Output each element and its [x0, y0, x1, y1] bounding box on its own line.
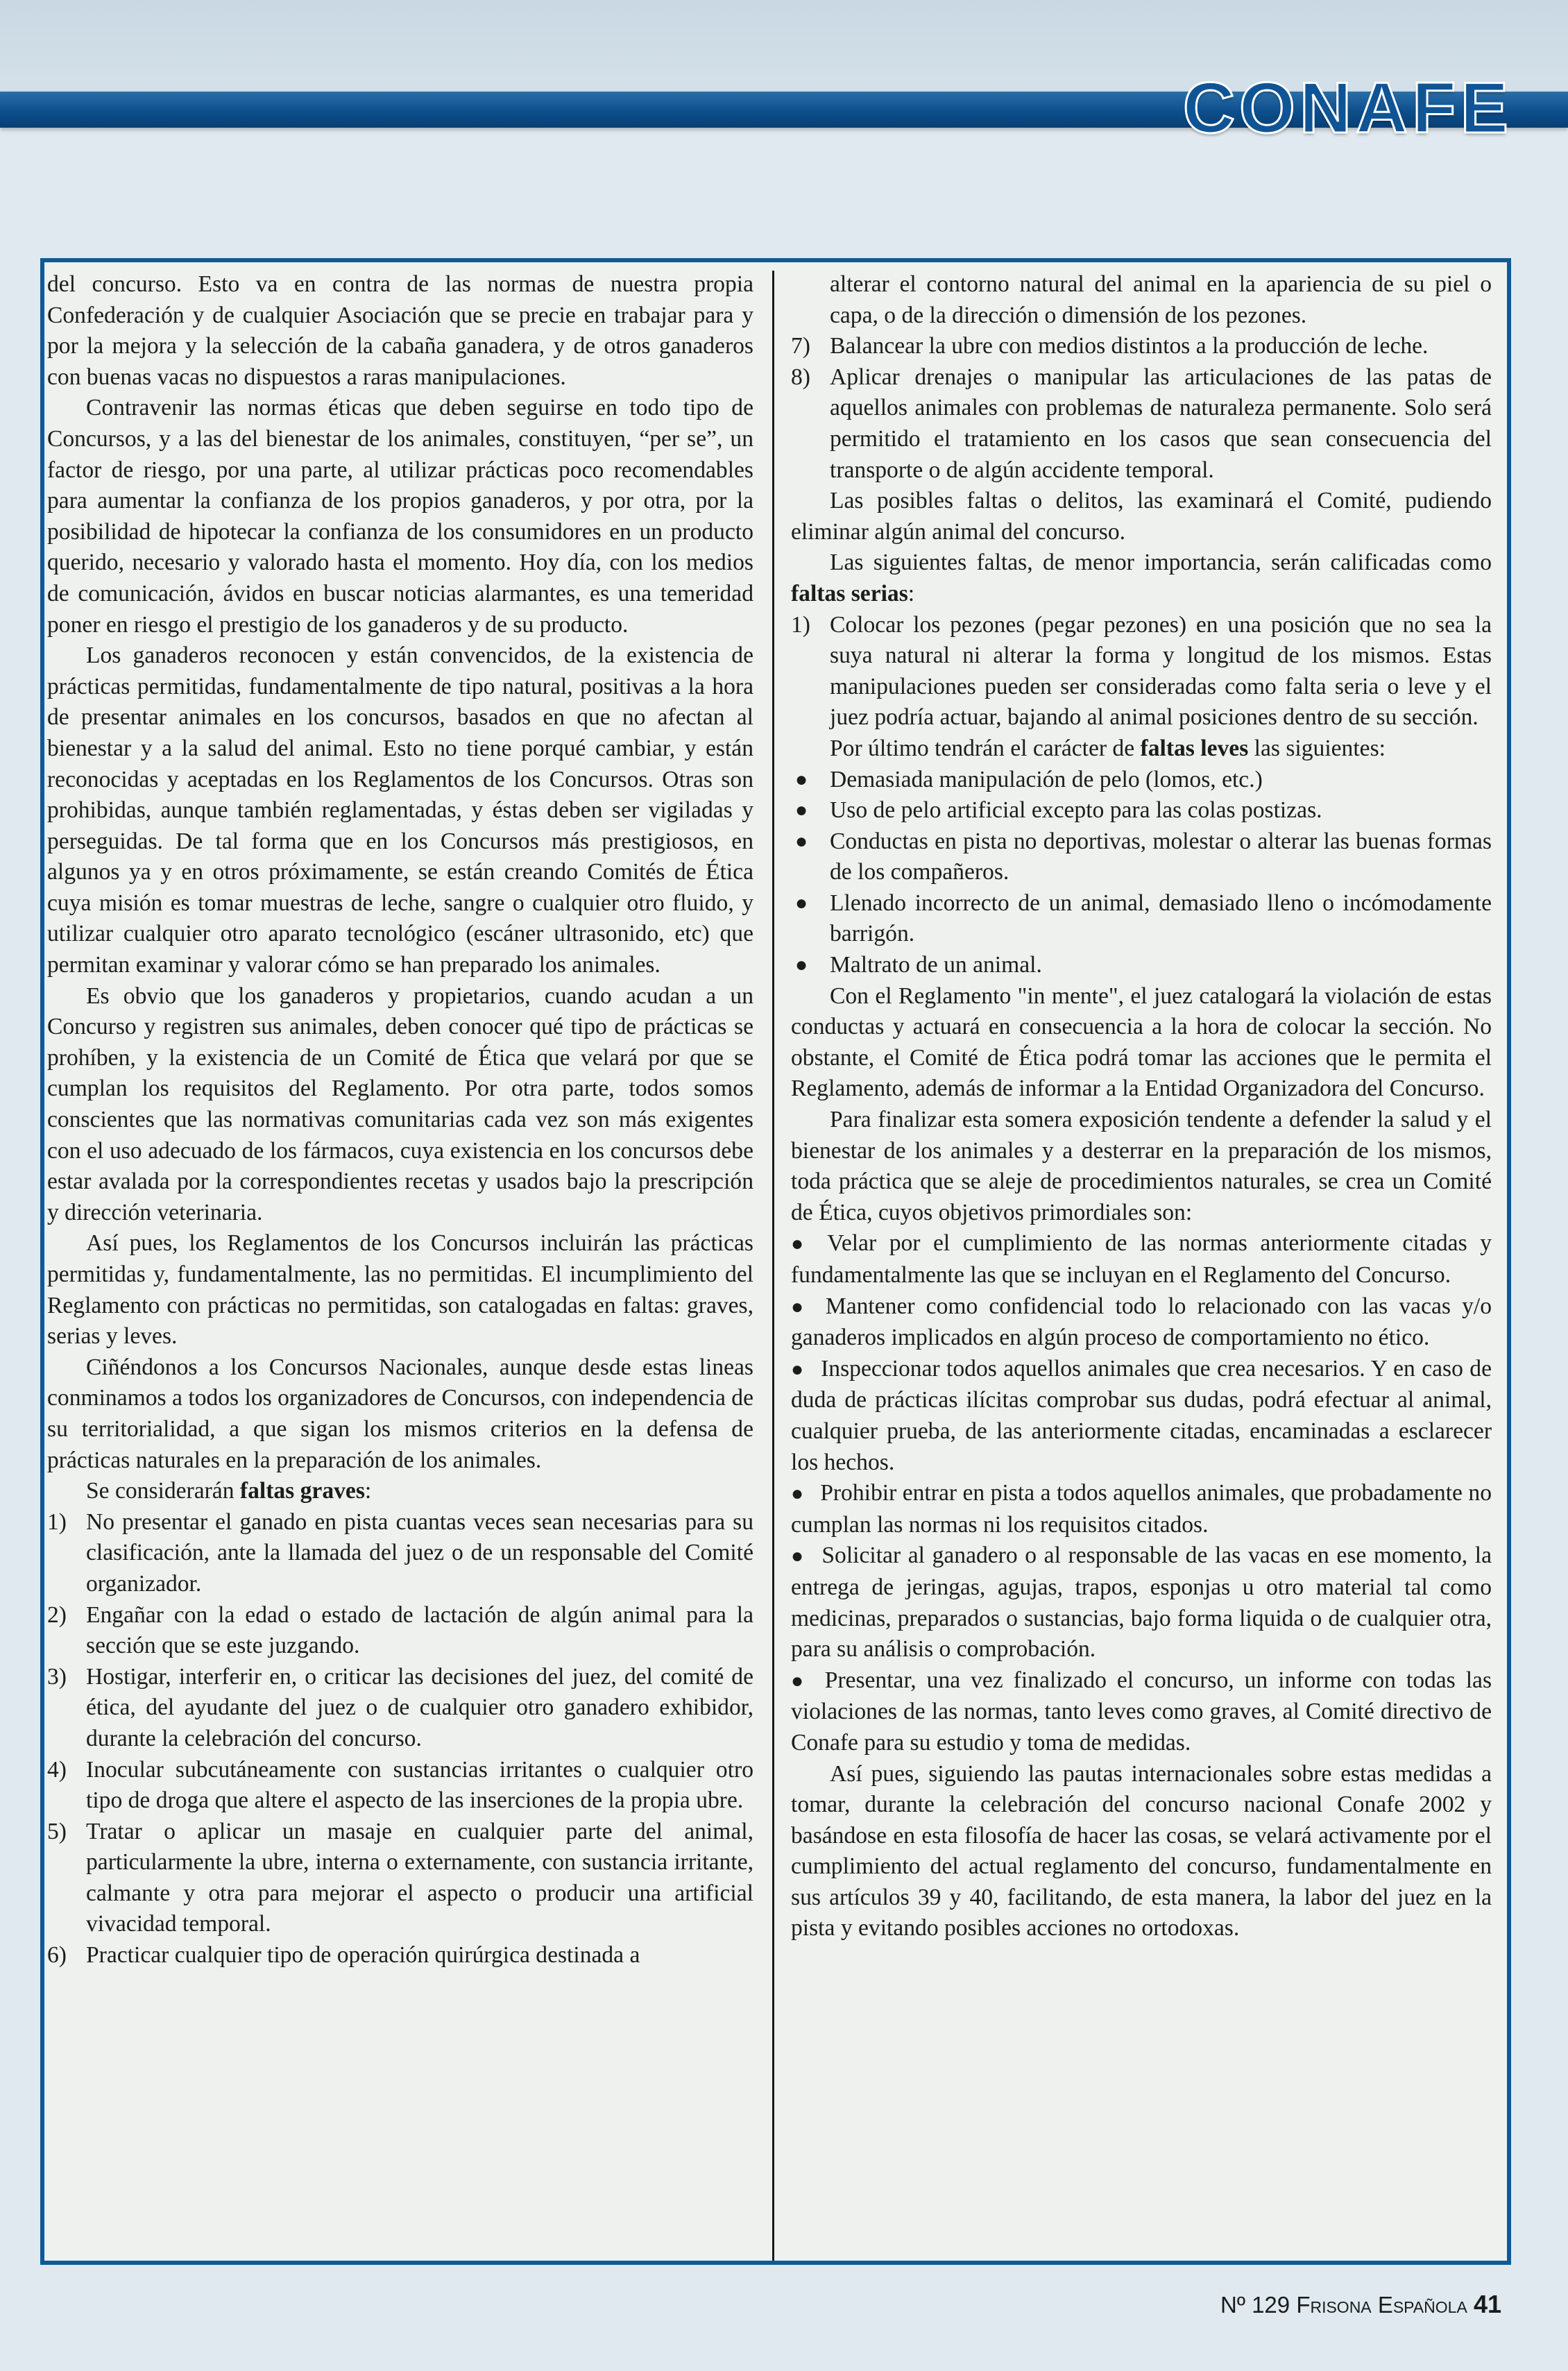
list-item: 1) Colocar los pezones (pegar pezones) en una posición que no sea la suya natural ni alterar la forma y longitud de los mismos. Estas manipulaciones pueden ser consideradas como falta seria o leve y el juez podría actuar, bajando al animal posiciones dentro de su sección.	[791, 611, 1492, 731]
bullet-icon: ●	[795, 767, 808, 791]
right-column	[791, 269, 1492, 1944]
bullet-icon: ●	[791, 1482, 804, 1506]
objective-item: ● Solicitar al ganadero o al responsable de las vacas en ese momento, la entrega de jeringas, agujas, trapos, esponjas u otro material tal como medicinas, preparados o sustancias, bajo forma liquida o de cualquier otra, para su análisis o comprobación.	[791, 1543, 1492, 1663]
list-item: 1) No presentar el ganado en pista cuantas veces sean necesarias para su clasificación, ante la llamada del juez o de un responsable del Comité organizador.	[47, 1509, 753, 1597]
bullet-icon: ●	[791, 1295, 809, 1318]
list-item: 7) Balancear la ubre con medios distintos a la producción de leche.	[791, 333, 1429, 359]
issue-number: Nº 129	[1220, 2292, 1290, 2318]
list-item-continuation: alterar el contorno natural del animal en la apariencia de su piel o capa, o de la dirección o dimensión de los pezones.	[830, 271, 1492, 328]
bullet-icon: ●	[795, 799, 808, 822]
bullet-icon: ●	[791, 1669, 808, 1692]
page-number: 41	[1473, 2290, 1501, 2318]
paragraph: Así pues, los Reglamentos de los Concursos incluirán las prácticas permitidas y, fundamentalmente, las no permitidas. El incumplimiento del Reglamento con prácticas no permitidas, son catalogadas en faltas: graves, serias y leves.	[47, 1230, 753, 1350]
faltas-graves-intro: Se considerarán faltas graves:	[86, 1478, 372, 1504]
paragraph: Es obvio que los ganaderos y propietarios, cuando acudan a un Concurso y registren sus animales, deben conocer qué tipo de prácticas se prohíben, y la existencia de un Comité de Ética que velará por que se cumplan los requisitos del Reglamento. Por otra parte, todos somos conscientes que las normativas comunitarias cada vez son más exigentes con el uso adecuado de los fármacos, cuya existencia en los concursos debe estar avalada por la correspondientes recetas y usados bajo la prescripción y dirección veterinaria.	[47, 983, 753, 1225]
objective-item: ● Velar por el cumplimiento de las normas anteriormente citadas y fundamentalmente las que se incluyan en el Reglamento del Concurso.	[791, 1230, 1492, 1288]
objective-item: ● Presentar, una vez finalizado el concurso, un informe con todas las violaciones de las normas, tanto leves como graves, al Comité directivo de Conafe para su estudio y toma de medidas.	[791, 1667, 1492, 1756]
paragraph: Las posibles faltas o delitos, las examinará el Comité, pudiendo eliminar algún animal del concurso.	[791, 488, 1492, 545]
faltas-leves-intro: Por último tendrán el carácter de faltas leves las siguientes:	[830, 735, 1386, 761]
list-item: 5) Tratar o aplicar un masaje en cualquier parte del animal, particularmente la ubre, interna o externamente, con sustancia irritante, calmante y otra para mejorar el aspecto o producir una artificial vivacidad temporal.	[47, 1818, 753, 1937]
faltas-graves-term: faltas graves	[239, 1478, 365, 1504]
list-item: 3) Hostigar, interferir en, o criticar las decisiones del juez, del comité de ética, del ayudante del juez o de cualquier otro ganadero exhibidor, durante la celebración del concurso.	[47, 1663, 753, 1751]
objective-item: ● Inspeccionar todos aquellos animales que crea necesarios. Y en caso de duda de prácticas ilícitas comprobar sus dudas, podrá efectuar al animal, cualquier prueba, de las anteriormente citadas, encaminadas a esclarecer los hechos.	[791, 1355, 1492, 1475]
faltas-leves-term: faltas leves	[1140, 735, 1249, 761]
faltas-serias-intro: Las siguientes faltas, de menor importancia, serán calificadas como faltas serias:	[791, 550, 1492, 606]
objective-item: ● Mantener como confidencial todo lo relacionado con las vacas y/o ganaderos implicados en algún proceso de comportamiento no ético.	[791, 1293, 1492, 1351]
column-divider	[772, 271, 774, 2261]
paragraph: Contravenir las normas éticas que deben seguirse en todo tipo de Concursos, y a las del bienestar de los animales, constituyen, “per se”, un factor de riesgo, por una parte, al utilizar prácticas poco recomendables para aumentar la confianza de los propios ganaderos, y por otra, por la posibilidad de hipotecar la confianza de los consumidores en un producto querido, necesario y valorado hasta el momento. Hoy día, con los medios de comunicación, ávidos en buscar noticias alarmantes, es una temeridad poner en riesgo el prestigio de los ganaderos y de su producto.	[47, 395, 753, 638]
bullet-item: ● Llenado incorrecto de un animal, demasiado lleno o incómodamente barrigón.	[791, 888, 1492, 950]
bullet-icon: ●	[795, 953, 808, 977]
paragraph: Así pues, siguiendo las pautas internacionales sobre estas medidas a tomar, durante la celebración del concurso nacional Conafe 2002 y basándose en esta filosofía de hacer las cosas, se velará activamente por el cumplimiento del actual reglamento del concurso, fundamentalmente en sus artículos 39 y 40, facilitando, de esta manera, la labor del juez en la pista y evitando posibles acciones no ortodoxas.	[791, 1760, 1492, 1941]
bullet-icon: ●	[791, 1357, 805, 1381]
objective-item: ● Prohibir entrar en pista a todos aquellos animales, que probadamente no cumplan las normas ni los requisitos citados.	[791, 1480, 1492, 1538]
list-item: 4) Inocular subcutáneamente con sustancias irritantes o cualquier otro tipo de droga que altere el aspecto de las inserciones de la propia ubre.	[47, 1756, 753, 1814]
bullet-icon: ●	[791, 1545, 806, 1568]
paragraph: Para finalizar esta somera exposición tendente a defender la salud y el bienestar de los animales y a desterrar en la preparación de los mismos, toda práctica que se aleje de procedimientos naturales, se crea un Comité de Ética, cuyos objetivos primordiales son:	[791, 1107, 1492, 1225]
page-footer	[1220, 2290, 1501, 2319]
bullet-icon: ●	[795, 891, 808, 915]
bullet-icon: ●	[795, 829, 808, 853]
paragraph: Con el Reglamento "in mente", el juez catalogará la violación de estas conductas y actuará en consecuencia a la hora de colocar la sección. No obstante, el Comité de Ética podrá tomar las acciones que le permita el Reglamento, además de informar a la Entidad Organizadora del Concurso.	[791, 983, 1492, 1102]
bullet-item: ● Maltrato de un animal.	[791, 950, 1492, 981]
bullet-icon: ●	[791, 1232, 811, 1256]
left-column	[47, 269, 753, 1971]
list-item: 8) Aplicar drenajes o manipular las articulaciones de las patas de aquellos animales con problemas de naturaleza permanente. Solo será permitido el tratamiento en los casos que sean consecuencia del transporte o de algún accidente temporal.	[791, 364, 1492, 483]
list-item: 2) Engañar con la edad o estado de lactación de algún animal para la sección que se este juzgando.	[47, 1601, 753, 1659]
conafe-logo: CONAFE	[1182, 68, 1512, 148]
bullet-item: ● Demasiada manipulación de pelo (lomos, etc.)	[791, 765, 1492, 796]
paragraph: Los ganaderos reconocen y están convencidos, de la existencia de prácticas permitidas, fundamentalmente de tipo natural, positivas a la hora de presentar animales en los concursos, basados en que no afectan al bienestar y a la salud del animal. Esto no tiene porqué cambiar, y están reconocidas y aceptadas en los Reglamentos de los Concursos. Otras son prohibidas, aunque también reglamentadas, y éstas deben ser vigiladas y perseguidas. De tal forma que en los Concursos más prestigiosos, en algunos ya y en otros próximamente, se están creando Comités de Ética cuya misión es tomar muestras de leche, sangre o cualquier otro fluido, y utilizar cualquier otro aparato tecnológico (escáner ultrasonido, etc) que permitan examinar y valorar cómo se han preparado los animales.	[47, 643, 753, 978]
paragraph: Ciñéndonos a los Concursos Nacionales, aunque desde estas lineas conminamos a todos los organizadores de Concursos, con independencia de su territorialidad, a que sigan los mismos criterios en la defensa de prácticas naturales en la preparación de los animales.	[47, 1354, 753, 1473]
list-item: 6) Practicar cualquier tipo de operación quirúrgica destinada a	[47, 1942, 640, 1969]
bullet-item: ● Conductas en pista no deportivas, molestar o alterar las buenas formas de los compañeros.	[791, 826, 1492, 888]
faltas-serias-term: faltas serias	[791, 580, 908, 606]
paragraph: del concurso. Esto va en contra de las normas de nuestra propia Confederación y de cualquier Asociación que se precie en trabajar para y por la mejora y la selección de la cabaña ganadera, y de otros ganaderos con buenas vacas no dispuestos a raras manipulaciones.	[47, 271, 753, 390]
magazine-name: Frisona Española	[1296, 2292, 1467, 2318]
bullet-item: ● Uso de pelo artificial excepto para las colas postizas.	[791, 795, 1492, 826]
